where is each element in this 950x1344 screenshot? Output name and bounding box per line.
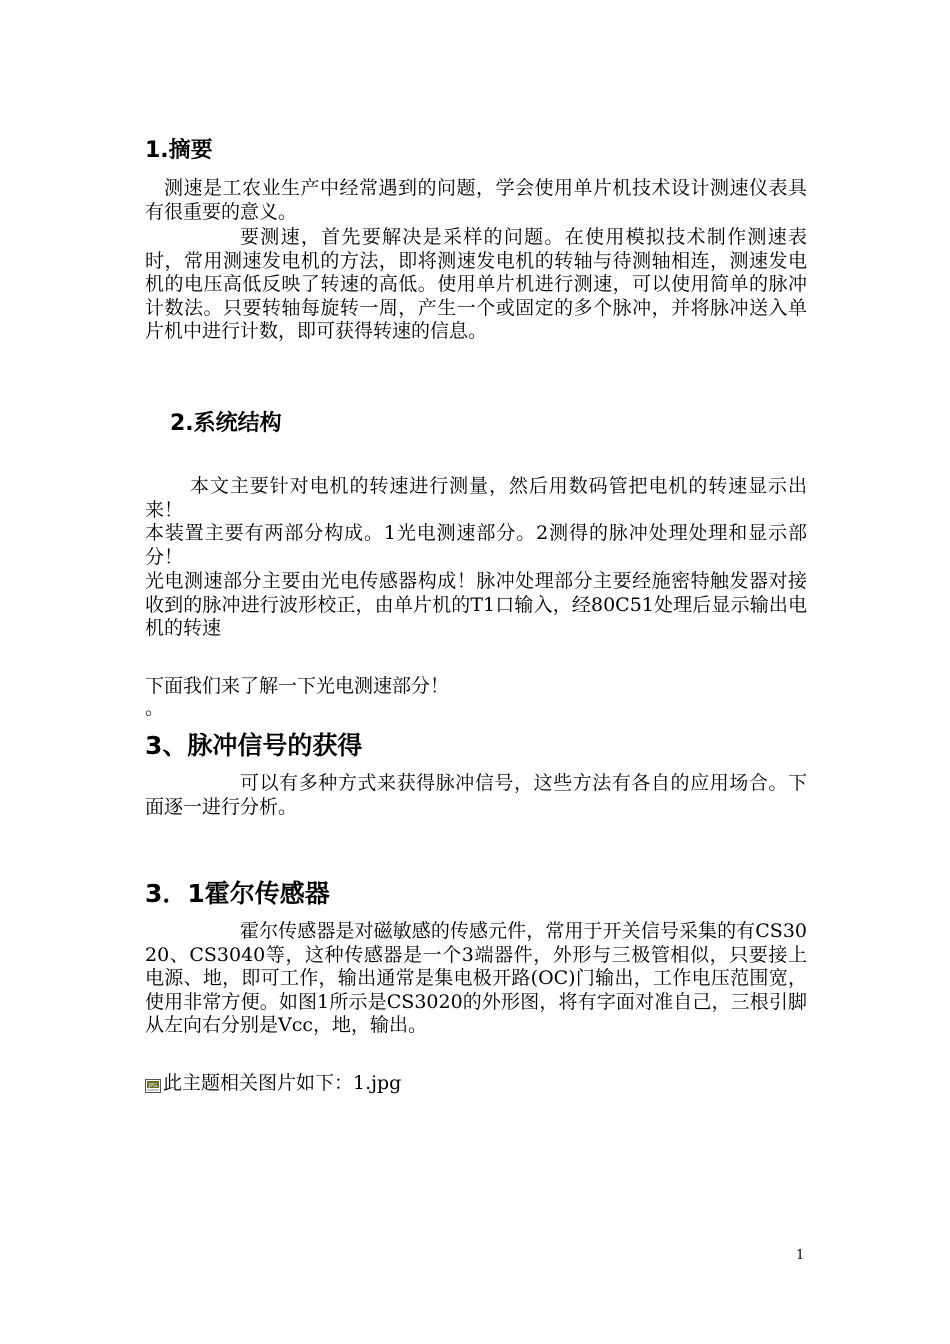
structure-period: 。	[145, 697, 165, 719]
image-file-icon	[145, 1076, 161, 1092]
section-heading-hall-sensor: 3．1霍尔传感器	[145, 879, 330, 908]
summary-paragraph-1: 测速是工农业生产中经常遇到的问题，学会使用单片机技术设计测速仪表具有很重要的意义。	[145, 177, 807, 223]
structure-paragraph-4: 下面我们来了解一下光电测速部分！	[145, 675, 450, 697]
attachment-label[interactable]: 此主题相关图片如下：1.jpg	[163, 1072, 402, 1094]
summary-paragraph-2: 要测速，首先要解决是采样的问题。在使用模拟技术制作测速表时，常用测速发电机的方法，即将测速发电机的转轴与待测轴相连，测速发电机的电压高低反映了转速的高低。使用单片机进行测速，可以使用简单的脉冲计数法。只要转轴每旋转一周，产生一个或固定的多个脉冲，并将脉冲送入单片机中进行计数，即可获得转速的信息。	[145, 226, 807, 342]
structure-paragraph-3: 光电测速部分主要由光电传感器构成！脉冲处理部分主要经施密特触发器对接收到的脉冲进行波形校正，由单片机的T1口输入，经80C51处理后显示输出电机的转速	[145, 570, 807, 639]
section-heading-system-structure: 2.系统结构	[170, 411, 282, 436]
svg-text:JPG: JPG	[148, 1083, 158, 1089]
hall-sensor-paragraph: 霍尔传感器是对磁敏感的传感元件，常用于开关信号采集的有CS3020、CS3040等，这种传感器是一个3端器件，外形与三极管相似，只要接上电源、地，即可工作，输出通常是集电极开路(OC)门输出，工作电压范围宽，使用非常方便。如图1所示是CS3020的外形图，将有字面对准自己，三根引脚从左向右分别是Vcc，地，输出。	[145, 920, 807, 1036]
attachment-line[interactable]	[145, 1071, 401, 1095]
section-heading-summary: 1.摘要	[145, 138, 213, 163]
structure-paragraph-2: 本装置主要有两部分构成。1光电测速部分。2测得的脉冲处理处理和显示部分！	[145, 522, 807, 568]
pulse-paragraph-1: 可以有多种方式来获得脉冲信号，这些方法有各自的应用场合。下面逐一进行分析。	[145, 772, 807, 818]
page-number: 1	[796, 1248, 805, 1263]
structure-paragraph-1: 本文主要针对电机的转速进行测量，然后用数码管把电机的转速显示出来！	[145, 475, 807, 521]
section-heading-pulse-signal: 3、脉冲信号的获得	[145, 731, 363, 760]
